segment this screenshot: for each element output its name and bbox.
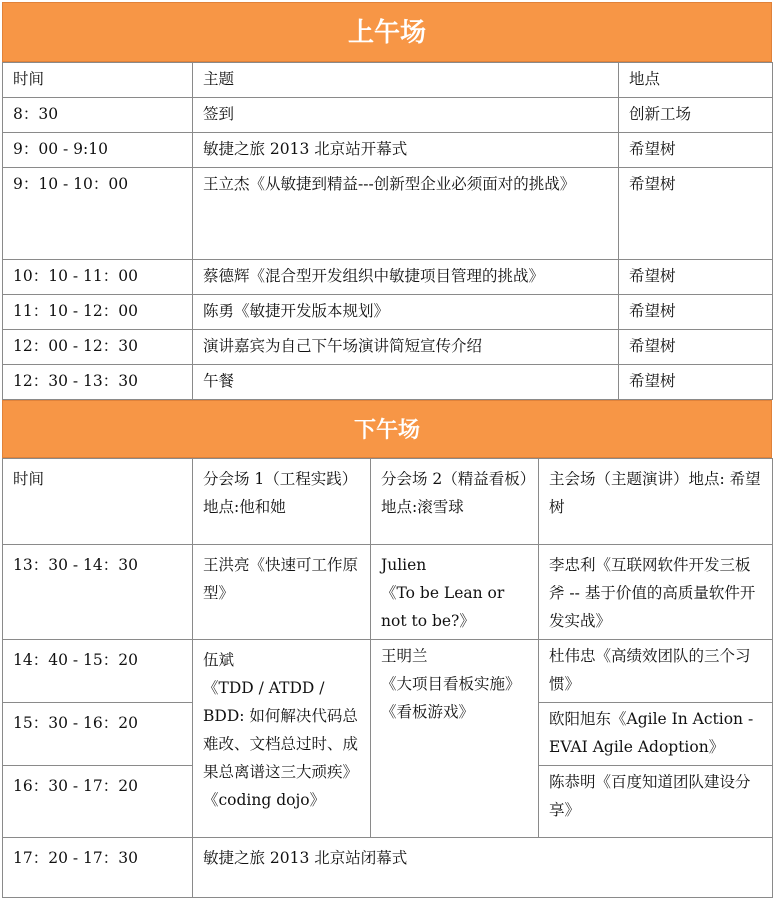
track2-speaker: Julien (381, 556, 427, 574)
row-time: 17：20 - 17：30 (3, 838, 193, 898)
row-time: 15：30 - 16：20 (3, 703, 193, 766)
header-topic: 主题 (193, 63, 619, 98)
table-row (3, 133, 773, 168)
row-time: 8：30 (3, 98, 193, 133)
schedule (2, 2, 772, 898)
table-row (3, 168, 773, 260)
row-location: 创新工场 (619, 98, 773, 133)
track2-session (371, 545, 539, 640)
afternoon-header-row (3, 459, 773, 545)
track1-speaker: 伍斌 (203, 651, 235, 669)
afternoon-banner: 下午场 (2, 400, 772, 458)
main-session: 杜伟忠《高绩效团队的三个习惯》 (539, 640, 773, 703)
row-location: 希望树 (619, 330, 773, 365)
table-row (3, 545, 773, 640)
header-main: 主会场（主题演讲）地点: 希望树 (539, 459, 773, 545)
row-time: 13：30 - 14：30 (3, 545, 193, 640)
row-topic: 敏捷之旅 2013 北京站开幕式 (193, 133, 619, 168)
row-time: 11：10 - 12：00 (3, 295, 193, 330)
table-row (3, 260, 773, 295)
table-row (3, 98, 773, 133)
main-session: 陈恭明《百度知道团队建设分享》 (539, 766, 773, 838)
track1-talk: 《TDD / ATDD / BDD: 如何解决代码总难改、文档总过时、成果总离谱这三大顽疾》《coding dojo》 (203, 679, 359, 809)
header-track2: 分会场 2（精益看板）地点:滚雪球 (371, 459, 539, 545)
row-time: 9：00 - 9:10 (3, 133, 193, 168)
morning-header-row (3, 63, 773, 98)
row-topic: 签到 (193, 98, 619, 133)
header-time: 时间 (3, 459, 193, 545)
row-topic: 陈勇《敏捷开发版本规划》 (193, 295, 619, 330)
header-location: 地点 (619, 63, 773, 98)
row-time: 16：30 - 17：20 (3, 766, 193, 838)
row-topic: 王立杰《从敏捷到精益---创新型企业必须面对的挑战》 (193, 168, 619, 260)
afternoon-table (2, 458, 773, 898)
row-location: 希望树 (619, 260, 773, 295)
row-location: 希望树 (619, 295, 773, 330)
row-topic: 演讲嘉宾为自己下午场演讲简短宣传介绍 (193, 330, 619, 365)
track2-talk: 《看板游戏》 (381, 703, 475, 721)
row-time: 12：30 - 13：30 (3, 365, 193, 400)
track1-session: 王洪亮《快速可工作原型》 (193, 545, 371, 640)
row-topic: 午餐 (193, 365, 619, 400)
track2-speaker: 王明兰 (381, 647, 428, 665)
table-row (3, 365, 773, 400)
row-time: 10：10 - 11：00 (3, 260, 193, 295)
row-time: 12：00 - 12：30 (3, 330, 193, 365)
main-session: 李忠利《互联网软件开发三板斧 -- 基于价值的高质量软件开发实战》 (539, 545, 773, 640)
table-row (3, 640, 773, 703)
morning-table (2, 62, 773, 400)
track1-merged-session (193, 640, 371, 838)
table-row (3, 295, 773, 330)
row-location: 希望树 (619, 365, 773, 400)
header-time: 时间 (3, 63, 193, 98)
table-row (3, 330, 773, 365)
closing-topic: 敏捷之旅 2013 北京站闭幕式 (193, 838, 773, 898)
row-location: 希望树 (619, 168, 773, 260)
header-track1: 分会场 1（工程实践）地点:他和她 (193, 459, 371, 545)
main-session: 欧阳旭东《Agile In Action - EVAI Agile Adoption》 (539, 703, 773, 766)
track2-merged-session (371, 640, 539, 838)
track2-title: 《To be Lean or not to be?》 (381, 584, 505, 630)
row-topic: 蔡德辉《混合型开发组织中敏捷项目管理的挑战》 (193, 260, 619, 295)
row-location: 希望树 (619, 133, 773, 168)
morning-banner: 上午场 (2, 2, 772, 62)
row-time: 9：10 - 10：00 (3, 168, 193, 260)
row-time: 14：40 - 15：20 (3, 640, 193, 703)
table-row (3, 838, 773, 898)
track2-talk: 《大项目看板实施》 (381, 675, 521, 693)
